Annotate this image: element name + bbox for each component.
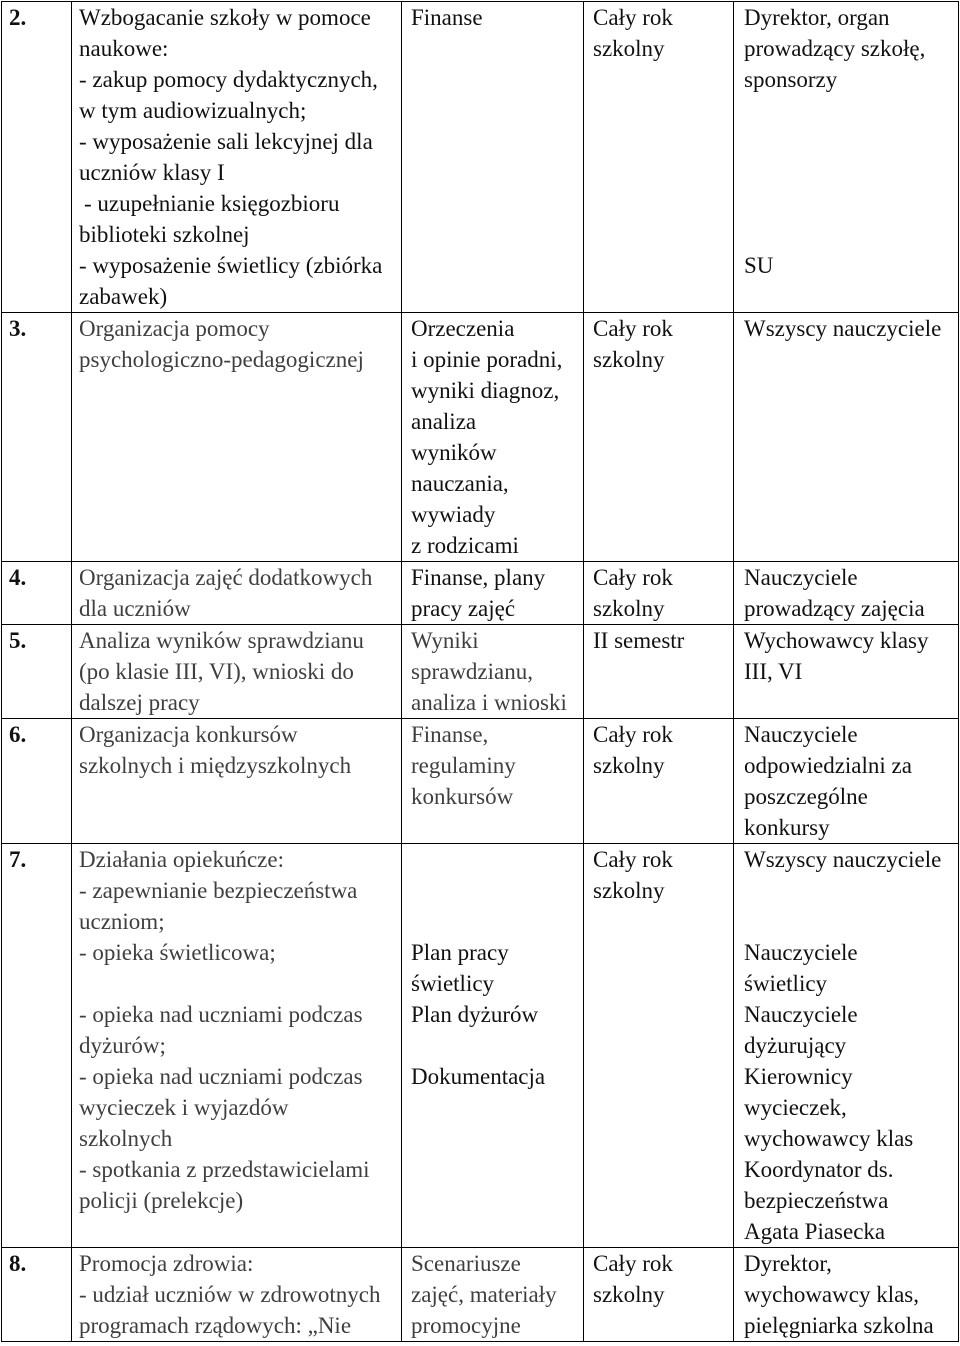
responsible-cell bbox=[734, 625, 959, 719]
row-number-cell bbox=[2, 313, 72, 562]
task-line: Organizacja konkursów bbox=[79, 722, 298, 747]
row-number-cell bbox=[2, 719, 72, 844]
table-row bbox=[2, 625, 959, 719]
means-line: nauczania, bbox=[411, 471, 509, 496]
responsible-line: Kierownicy bbox=[744, 1064, 853, 1089]
means-cell bbox=[402, 1248, 584, 1342]
responsible-line: Nauczyciele bbox=[744, 940, 858, 965]
task-line: dalszej pracy bbox=[79, 690, 200, 715]
plan-table bbox=[1, 1, 959, 1342]
date-line: szkolny bbox=[593, 36, 665, 61]
means-line: analiza bbox=[411, 409, 477, 434]
means-line: Scenariusze bbox=[411, 1251, 521, 1276]
responsible-line: świetlicy bbox=[744, 971, 828, 996]
blank-line bbox=[411, 906, 583, 937]
responsible-line: Wszyscy nauczyciele bbox=[744, 316, 942, 341]
means-line: świetlicy bbox=[411, 971, 495, 996]
task-line: zabawek) bbox=[79, 284, 168, 309]
responsible-line: Wychowawcy klasy bbox=[744, 628, 929, 653]
means-line: pracy zajęć bbox=[411, 596, 516, 621]
task-line: Wzbogacanie szkoły w pomoce bbox=[79, 5, 371, 30]
task-line: - zakup pomocy dydaktycznych, bbox=[79, 67, 378, 92]
task-cell bbox=[72, 844, 402, 1248]
responsible-cell bbox=[734, 719, 959, 844]
task-line: szkolnych bbox=[79, 1126, 173, 1151]
blank-line bbox=[411, 844, 583, 875]
table-row bbox=[2, 2, 959, 313]
date-cell bbox=[584, 719, 734, 844]
blank-line bbox=[744, 188, 958, 219]
table-row bbox=[2, 719, 959, 844]
date-line: Cały rok bbox=[593, 722, 673, 747]
responsible-line: odpowiedzialni za bbox=[744, 753, 912, 778]
means-line: wyników bbox=[411, 440, 497, 465]
date-cell bbox=[584, 625, 734, 719]
responsible-line: Nauczyciele bbox=[744, 722, 858, 747]
responsible-cell bbox=[734, 562, 959, 625]
task-cell bbox=[72, 625, 402, 719]
task-cell bbox=[72, 2, 402, 313]
means-cell bbox=[402, 2, 584, 313]
blank-line bbox=[744, 906, 958, 937]
means-line: regulaminy bbox=[411, 753, 516, 778]
task-line: szkolnych i międzyszkolnych bbox=[79, 753, 352, 778]
date-cell bbox=[584, 313, 734, 562]
row-number: 7. bbox=[9, 847, 27, 872]
blank-line bbox=[744, 95, 958, 126]
responsible-cell bbox=[734, 313, 959, 562]
means-line: wyniki diagnoz, bbox=[411, 378, 560, 403]
means-line: z rodzicami bbox=[411, 533, 519, 558]
date-cell bbox=[584, 2, 734, 313]
responsible-line: dyżurujący bbox=[744, 1033, 847, 1058]
row-number-cell bbox=[2, 1248, 72, 1342]
blank-line bbox=[744, 219, 958, 250]
row-number: 4. bbox=[9, 565, 27, 590]
responsible-line: prowadzący szkołę, bbox=[744, 36, 926, 61]
row-number: 3. bbox=[9, 316, 27, 341]
task-cell bbox=[72, 1248, 402, 1342]
task-cell bbox=[72, 719, 402, 844]
table-row bbox=[2, 562, 959, 625]
responsible-line: Dyrektor, organ bbox=[744, 5, 890, 30]
responsible-line: Nauczyciele bbox=[744, 565, 858, 590]
task-line: Analiza wyników sprawdzianu bbox=[79, 628, 364, 653]
means-line: sprawdzianu, bbox=[411, 659, 533, 684]
date-line: Cały rok bbox=[593, 565, 673, 590]
responsible-line: prowadzący zajęcia bbox=[744, 596, 925, 621]
date-line: szkolny bbox=[593, 878, 665, 903]
date-line: Cały rok bbox=[593, 5, 673, 30]
responsible-line: wychowawcy klas, bbox=[744, 1282, 920, 1307]
means-cell bbox=[402, 719, 584, 844]
means-cell bbox=[402, 562, 584, 625]
responsible-line: sponsorzy bbox=[744, 67, 838, 92]
row-number: 8. bbox=[9, 1251, 27, 1276]
table-row bbox=[2, 313, 959, 562]
responsible-line: wycieczek, bbox=[744, 1095, 847, 1120]
responsible-line: Wszyscy nauczyciele bbox=[744, 847, 942, 872]
task-line: w tym audiowizualnych; bbox=[79, 98, 307, 123]
task-line: - uzupełnianie księgozbioru bbox=[84, 191, 340, 216]
responsible-line: Dyrektor, bbox=[744, 1251, 832, 1276]
means-line: Orzeczenia bbox=[411, 316, 515, 341]
responsible-line: konkursy bbox=[744, 815, 830, 840]
task-line: (po klasie III, VI), wnioski do bbox=[79, 659, 354, 684]
means-line: promocyjne bbox=[411, 1313, 521, 1338]
date-line: II semestr bbox=[593, 628, 685, 653]
row-number: 6. bbox=[9, 722, 27, 747]
date-line: Cały rok bbox=[593, 1251, 673, 1276]
task-line: psychologiczno-pedagogicznej bbox=[79, 347, 364, 372]
date-line: szkolny bbox=[593, 1282, 665, 1307]
task-line: Działania opiekuńcze: bbox=[79, 847, 284, 872]
task-line: Organizacja zajęć dodatkowych bbox=[79, 565, 373, 590]
means-line: i opinie poradni, bbox=[411, 347, 563, 372]
task-line: wycieczek i wyjazdów bbox=[79, 1095, 289, 1120]
responsible-line: bezpieczeństwa bbox=[744, 1188, 889, 1213]
responsible-line: III, VI bbox=[744, 659, 803, 684]
task-line: - opieka nad uczniami podczas bbox=[79, 1064, 363, 1089]
blank-line bbox=[744, 126, 958, 157]
responsible-line: Koordynator ds. bbox=[744, 1157, 894, 1182]
date-line: Cały rok bbox=[593, 316, 673, 341]
task-line: naukowe: bbox=[79, 36, 169, 61]
row-number-cell bbox=[2, 844, 72, 1248]
task-line: dla uczniów bbox=[79, 596, 191, 621]
responsible-line: Agata Piasecka bbox=[744, 1219, 886, 1244]
task-line: - spotkania z przedstawicielami bbox=[79, 1157, 370, 1182]
task-line: programach rządowych: „Nie bbox=[79, 1313, 352, 1338]
means-line: Dokumentacja bbox=[411, 1064, 546, 1089]
means-line: Finanse, bbox=[411, 722, 489, 747]
responsible-line: poszczególne bbox=[744, 784, 868, 809]
task-line: - zapewnianie bezpieczeństwa bbox=[79, 878, 358, 903]
task-line: - udział uczniów w zdrowotnych bbox=[79, 1282, 381, 1307]
table-row bbox=[2, 1248, 959, 1342]
date-line: Cały rok bbox=[593, 847, 673, 872]
task-line: dyżurów; bbox=[79, 1033, 166, 1058]
blank-line bbox=[79, 968, 401, 999]
row-number-cell bbox=[2, 2, 72, 313]
task-cell bbox=[72, 313, 402, 562]
responsible-cell bbox=[734, 1248, 959, 1342]
means-line: konkursów bbox=[411, 784, 514, 809]
date-line: szkolny bbox=[593, 753, 665, 778]
task-line: biblioteki szkolnej bbox=[79, 222, 250, 247]
means-line: wywiady bbox=[411, 502, 496, 527]
date-cell bbox=[584, 1248, 734, 1342]
task-line: - opieka świetlicowa; bbox=[79, 940, 276, 965]
task-line: - opieka nad uczniami podczas bbox=[79, 1002, 363, 1027]
row-number-cell bbox=[2, 562, 72, 625]
responsible-line: SU bbox=[744, 253, 774, 278]
date-line: szkolny bbox=[593, 596, 665, 621]
responsible-cell bbox=[734, 2, 959, 313]
row-number: 2. bbox=[9, 5, 27, 30]
date-cell bbox=[584, 562, 734, 625]
task-cell bbox=[72, 562, 402, 625]
means-line: analiza i wnioski bbox=[411, 690, 567, 715]
task-line: - wyposażenie sali lekcyjnej dla bbox=[79, 129, 373, 154]
row-number-cell bbox=[2, 625, 72, 719]
row-number: 5. bbox=[9, 628, 27, 653]
means-cell bbox=[402, 844, 584, 1248]
means-line: Wyniki bbox=[411, 628, 479, 653]
means-line: Finanse bbox=[411, 5, 483, 30]
task-line: Promocja zdrowia: bbox=[79, 1251, 254, 1276]
responsible-line: Nauczyciele bbox=[744, 1002, 858, 1027]
means-cell bbox=[402, 313, 584, 562]
blank-line bbox=[744, 875, 958, 906]
means-line: Finanse, plany bbox=[411, 565, 546, 590]
date-line: szkolny bbox=[593, 347, 665, 372]
responsible-line: pielęgniarka szkolna bbox=[744, 1313, 934, 1338]
task-line: - wyposażenie świetlicy (zbiórka bbox=[79, 253, 383, 278]
date-cell bbox=[584, 844, 734, 1248]
blank-line bbox=[411, 875, 583, 906]
means-line: zajęć, materiały bbox=[411, 1282, 557, 1307]
means-line: Plan pracy bbox=[411, 940, 509, 965]
blank-line bbox=[744, 157, 958, 188]
responsible-cell bbox=[734, 844, 959, 1248]
task-line: policji (prelekcje) bbox=[79, 1188, 244, 1213]
means-line: Plan dyżurów bbox=[411, 1002, 539, 1027]
task-line: uczniów klasy I bbox=[79, 160, 225, 185]
means-cell bbox=[402, 625, 584, 719]
table-row bbox=[2, 844, 959, 1248]
task-line: uczniom; bbox=[79, 909, 165, 934]
task-line: Organizacja pomocy bbox=[79, 316, 270, 341]
blank-line bbox=[411, 1030, 583, 1061]
responsible-line: wychowawcy klas bbox=[744, 1126, 914, 1151]
